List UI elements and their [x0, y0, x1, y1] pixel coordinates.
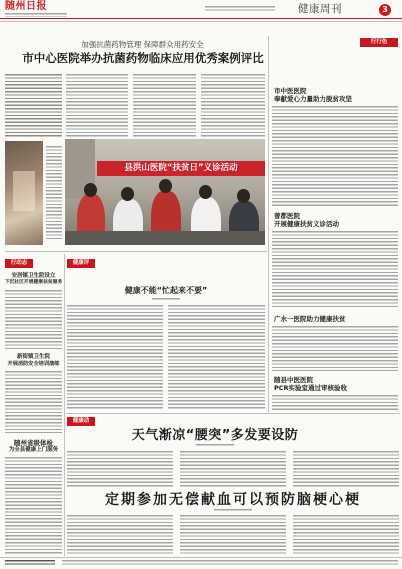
right-story-3-title-1: 广水一医院助力健康扶贫 — [274, 315, 346, 323]
photo-banner: 县洪山医院“扶贫日”义诊活动 — [97, 161, 265, 176]
health-news-2-body-col-3 — [293, 515, 399, 555]
masthead-subline — [5, 13, 67, 17]
health-news-2-byline — [214, 509, 252, 512]
top-story-kicker: 加强抗菌药物管理 保障群众用药安全 — [81, 40, 204, 49]
top-story-body-col-1 — [5, 74, 62, 137]
clinic-table — [65, 231, 265, 245]
upper-section-rule — [5, 251, 267, 252]
person-head-1 — [84, 183, 97, 197]
commentary-tag: 健康评 — [67, 259, 95, 268]
footer-label-block — [5, 560, 55, 567]
right-story-1-title-1: 市中医医院 — [274, 87, 307, 95]
left-story-2-body — [5, 371, 62, 433]
health-news-1-byline — [196, 444, 234, 447]
masthead-rule — [0, 18, 402, 19]
newspaper-logo: 随州日报 — [5, 1, 47, 12]
health-news-tag: 健康动 — [67, 417, 95, 426]
left-story-3-title-1: 随州省级体检 — [14, 439, 53, 447]
page-number-badge: 3 — [379, 4, 391, 16]
health-news-1-body-col-1 — [67, 451, 173, 487]
top-story-headline: 市中心医院举办抗菌药物临床应用优秀案例评比 — [22, 51, 264, 65]
footer-rule — [0, 557, 402, 558]
right-story-4-title-1: 随县中医医院 — [274, 376, 313, 384]
person-head-3 — [159, 179, 172, 193]
right-story-2-body — [272, 231, 398, 309]
left-story-1-title-1: 安居镇卫生院设立 — [11, 273, 56, 279]
footer-credits — [62, 560, 398, 567]
left-column-tag: 行动志 — [5, 259, 33, 268]
left-story-1-body — [5, 290, 62, 350]
right-column-tag: 行行色 — [360, 38, 398, 47]
top-story-body-col-4 — [201, 74, 265, 137]
top-story-body-col-2 — [66, 74, 128, 137]
person-head-2 — [121, 187, 134, 201]
health-news-1-body-col-2 — [180, 451, 286, 487]
health-news-1-body-col-3 — [293, 451, 399, 487]
health-news-2-headline: 定期参加无偿献血可以预防脑梗心梗 — [105, 492, 361, 508]
top-story-body-col-3 — [133, 74, 196, 137]
right-story-2-title-1: 曾都医院 — [274, 212, 300, 220]
person-head-5 — [237, 189, 250, 203]
right-column-divider — [268, 36, 269, 412]
right-story-2-title-2: 开展健康扶贫义诊活动 — [274, 220, 339, 228]
commentary-body-col-1 — [67, 305, 163, 409]
poster-highlight — [13, 171, 35, 211]
right-story-4-body — [272, 395, 398, 410]
commentary-body-col-2 — [168, 305, 265, 409]
masthead-rule-thin — [0, 21, 402, 22]
left-column-divider — [64, 254, 65, 556]
right-story-3-body — [272, 326, 398, 371]
health-news-2-body-col-1 — [67, 515, 173, 555]
bottom-section-rule — [66, 413, 400, 414]
person-head-4 — [199, 185, 212, 199]
left-story-3-title-2: 为全县健康上门服务 — [8, 447, 59, 453]
right-story-4-title-2: PCR实验室通过审核验收 — [274, 384, 348, 392]
commentary-byline — [152, 298, 180, 301]
health-news-2-body-col-2 — [180, 515, 286, 555]
right-story-1-title-2: 奉献爱心力量助力脱贫攻坚 — [274, 95, 352, 103]
left-story-3-body — [5, 457, 62, 554]
issue-date-line — [205, 6, 275, 12]
left-story-2-title-2: 开展消防安全培训演练 — [7, 361, 60, 367]
poster-photo-caption — [46, 146, 62, 241]
free-clinic-photo — [65, 139, 265, 245]
poster-photo — [5, 141, 43, 245]
left-story-2-title-1: 新街镇卫生院 — [16, 354, 50, 360]
commentary-headline: 健康不能“忙起来不要” — [124, 286, 208, 295]
section-title: 健康周刊 — [298, 3, 342, 15]
right-story-1-body — [272, 106, 398, 206]
left-story-1-title-2: 下沉社区开展健康扶贫服务 — [4, 280, 63, 285]
health-news-1-headline: 天气渐凉“腰突”多发要设防 — [131, 428, 299, 443]
